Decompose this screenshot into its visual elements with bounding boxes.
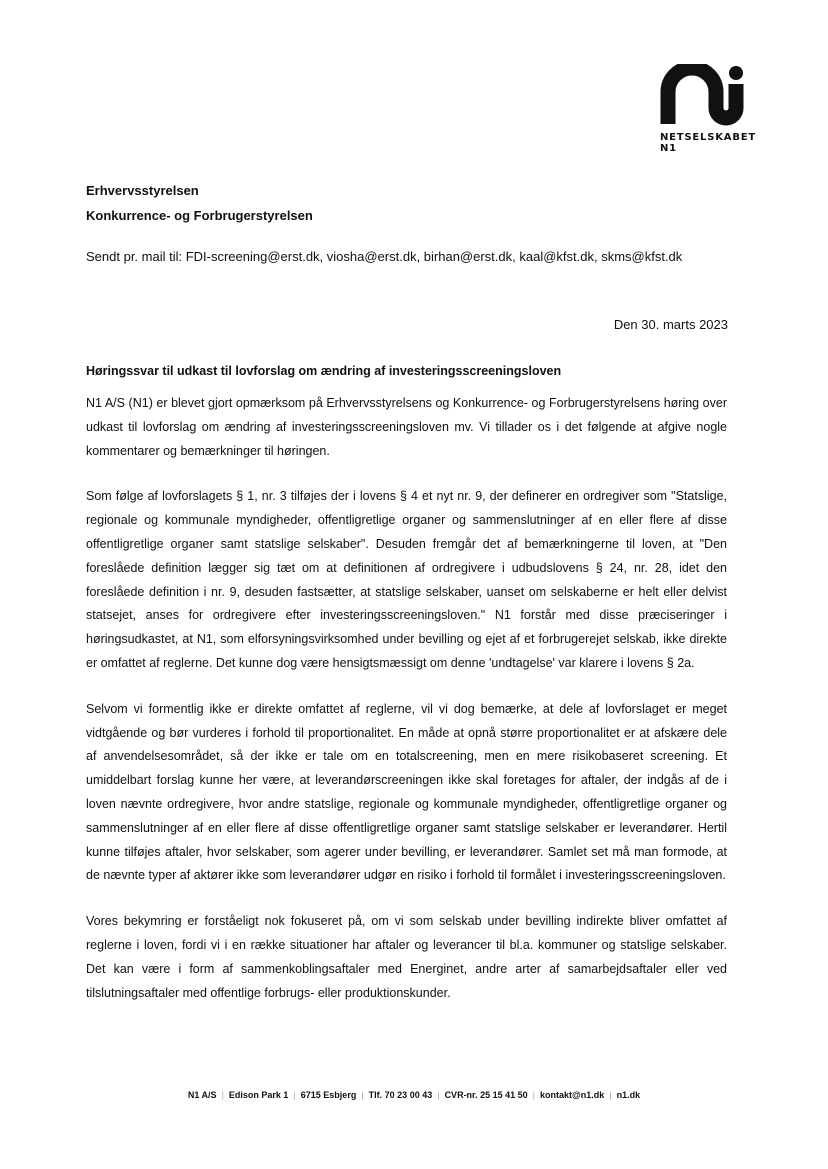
body-paragraph-2: Som følge af lovforslagets § 1, nr. 3 tilføjes der i lovens § 4 et nyt nr. 9, der definerer en ordregiver som "Statslige, regionale og kommunale myndigheder, offentligretlige organer og sammenslutninger af en eller flere af disse offentligretlige organer samt statslige selskaber". Desuden fremgår det af bemærkningerne til loven, at "Den foreslåede definition lægger sig tæt om at definitionen af ordregivere i udbudslovens § 24, nr. 28, idet den foreslåede definition i nr. 9, desuden fastsætter, at statslige selskaber, uanset om selskaberne er helt eller delvist statsejet, anses for ordregivere efter investeringsscreeningsloven." N1 forstår med disse præciseringer i høringsudkastet, at N1, som elforsyningsvirksomhed under bevilling og ejet af et forbrugerejet selskab, ikke direkte er omfattet af reglerne. Det kunne dog være hensigtsmæssigt om denne 'undtagelse' var klarere i lovens § 2a.: [86, 489, 727, 670]
n1-logo-icon: [660, 64, 750, 126]
body-paragraph-4: Vores bekymring er forståeligt nok fokuseret på, om vi som selskab under bevilling indirekte bliver omfattet af reglerne i loven, fordi vi i en række situationer har aftaler og leverancer til bl.a. kommuner og statslige selskaber. Det kan være i form af sammenkoblingsaftaler med Energinet, andre arter af samarbejdsaftaler eller ved tilslutningsaftaler med offentlige forbrugs- eller produktionskunder.: [86, 914, 727, 1000]
footer-separator: |: [293, 1090, 296, 1100]
logo-wordmark: [660, 132, 760, 154]
logo-line-2: N1: [660, 143, 677, 154]
footer-separator: |: [532, 1090, 535, 1100]
company-logo: [660, 64, 760, 154]
letter-footer: [0, 1088, 828, 1102]
footer-separator: |: [221, 1090, 224, 1100]
letter-heading: Høringssvar til udkast til lovforslag om ændring af investeringsscreeningsloven: [86, 364, 562, 378]
footer-cvr: CVR-nr. 25 15 41 50: [444, 1090, 528, 1100]
body-paragraph-1: N1 A/S (N1) er blevet gjort opmærksom på Erhvervsstyrelsens og Konkurrence- og Forbrugerstyrelsens høring over udkast til lovforslag om ændring af investeringsscreeningsloven mv. Vi tillader os i det følgende at afgive nogle kommentarer og bemærkninger til høringen.: [86, 396, 727, 458]
sent-by-mail-line: Sendt pr. mail til: FDI-screening@erst.dk, viosha@erst.dk, birhan@erst.dk, kaal@kfst.dk, skms@kfst.dk: [86, 249, 683, 264]
recipient-2: Konkurrence- og Forbrugerstyrelsen: [86, 208, 313, 223]
footer-email: kontakt@n1.dk: [539, 1090, 605, 1100]
logo-line-1: NETSELSKABET: [660, 132, 756, 143]
footer-web: n1.dk: [616, 1090, 641, 1100]
letter-date: Den 30. marts 2023: [613, 317, 728, 332]
recipients-block: [86, 178, 313, 228]
footer-address: Edison Park 1: [228, 1090, 289, 1100]
letter-body: [86, 392, 727, 1027]
footer-phone: Tlf. 70 23 00 43: [368, 1090, 433, 1100]
footer-separator: |: [609, 1090, 612, 1100]
footer-separator: |: [361, 1090, 364, 1100]
body-paragraph-3: Selvom vi formentlig ikke er direkte omfattet af reglerne, vil vi dog bemærke, at dele af lovforslaget er meget vidtgående og bør vurderes i forhold til proportionalitet. En måde at opnå større proportionalitet er at afskære dele af anvendelsesområdet, så der ikke er tale om en totalscreening, men en mere risikobaseret screening. Et umiddelbart forslag kunne her være, at leverandørscreeningen ikke skal foretages for aftaler, der indgås af de i loven nævnte ordregivere, hvor andre statslige, regionale og kommunale myndigheder, offentligretlige organer og sammenslutninger af en eller flere af disse offentligretlige organer samt statslige selskaber er leverandører. Hertil kunne tilføjes aftaler, hvor selskaber, som agerer under bevilling, er leverandører. Samlet set må man formode, at de nævnte typer af aktører ikke som leverandører udgør en risiko i forhold til formålet i investeringsscreeningsloven.: [86, 701, 727, 883]
footer-city: 6715 Esbjerg: [300, 1090, 357, 1100]
footer-separator: |: [437, 1090, 440, 1100]
footer-company: N1 A/S: [187, 1090, 217, 1100]
recipient-1: Erhvervsstyrelsen: [86, 183, 199, 198]
